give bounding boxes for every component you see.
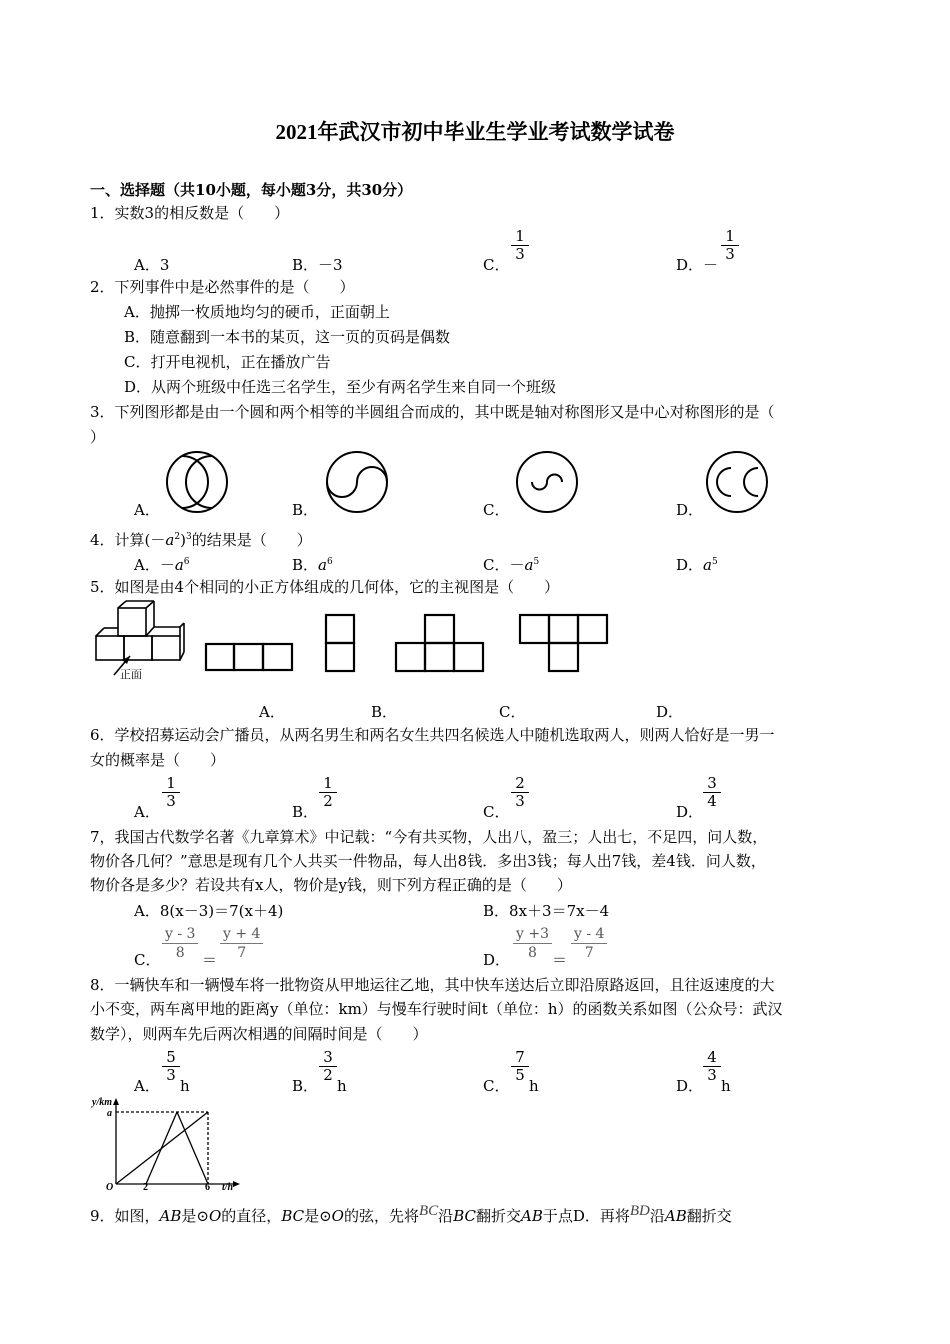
q8-line-1: 8．一辆快车和一辆慢车将一批物资从甲地运往乙地，其中快车送达后立即沿原路返回，且往返速度的大 xyxy=(90,976,775,994)
graph-t6-label: 6 xyxy=(205,1182,210,1193)
q8-a-unit: h xyxy=(180,1077,190,1095)
q1-option-c: C． xyxy=(483,256,510,274)
section-heading: 一、选择题（共10小题，每小题3分，共30分） xyxy=(90,181,413,199)
q7-c-fraction-right: y + 4 7 xyxy=(220,925,263,962)
q4-option-a: A．$-a^6$ xyxy=(134,556,190,574)
q2-stem: 2．下列事件中是必然事件的是（ ） xyxy=(90,278,355,296)
q2-option-a: A．抛掷一枚质地均匀的硬币，正面朝上 xyxy=(124,303,390,321)
q6-option-c: C． xyxy=(483,803,510,821)
q5-option-b-figure xyxy=(323,612,357,674)
q3-option-c: C． xyxy=(483,501,510,519)
q7-d-fraction-left: y +3 8 xyxy=(513,925,552,962)
q4-option-c: C．$-a^5$ xyxy=(483,556,540,574)
q5-option-b: B． xyxy=(371,703,398,721)
q7-option-b: B．8x＋3＝7x－4 xyxy=(483,902,610,920)
q7-d-fraction-right: y - 4 7 xyxy=(571,925,607,962)
q2-option-d: D．从两个班级中任选三名学生，至少有两名学生来自同一个班级 xyxy=(124,378,557,396)
q4-option-d: D．$a^5$ xyxy=(676,556,718,574)
q6-option-b: B． xyxy=(292,803,319,821)
q6-c-fraction: $\frac{2}{3}$ xyxy=(511,775,529,810)
q5-option-c: C． xyxy=(499,703,526,721)
q6-a-fraction: $\frac{1}{3}$ xyxy=(162,775,180,810)
q1-d-fraction: $\frac{1}{3}$ xyxy=(721,228,739,263)
q8-option-b: B． xyxy=(292,1077,319,1095)
q9-arc-bd: BD xyxy=(629,1203,650,1219)
q9-arc-bc: BC xyxy=(419,1203,439,1219)
q3-stem: 3．下列图形都是由一个圆和两个相等的半圆组合而成的，其中既是轴对称图形又是中心对称图形的是（ xyxy=(90,403,775,421)
q5-option-c-figure xyxy=(394,612,486,674)
q3-option-a: A． xyxy=(134,501,160,519)
q8-option-d: D． xyxy=(676,1077,704,1095)
q6-stem-end: 女的概率是（ ） xyxy=(90,751,226,769)
graph-x-label: t/h xyxy=(222,1182,234,1193)
graph-t2-label: 2 xyxy=(143,1182,148,1193)
q3-figure-b xyxy=(324,449,390,515)
q8-d-unit: h xyxy=(721,1077,731,1095)
graph-origin-label: O xyxy=(106,1182,114,1193)
q1-stem: 1．实数3的相反数是（ ） xyxy=(90,204,290,222)
graph-fast-car-out-line xyxy=(146,1112,177,1184)
q8-b-fraction: $\frac{3}{2}$ xyxy=(319,1049,337,1084)
q5-solid-figure xyxy=(92,600,188,680)
q8-line-2: 小不变，两车离甲地的距离y（单位：km）与慢车行驶时间t（单位：h）的函数关系如图（公众号：武汉 xyxy=(90,1000,783,1018)
q3-figure-a xyxy=(164,449,230,515)
q7-line-3: 物价各是多少？若设共有x人，物价是y钱，则下列方程正确的是（ ） xyxy=(90,876,572,894)
q1-option-d: D．－ xyxy=(676,256,719,274)
q9-line-1: 9．如图，AB是⊙O的直径，BC是⊙O的弦，先将BC沿BC翻折交AB于点D．再将BD沿AB翻折交 xyxy=(90,1203,732,1225)
q3-stem-end: ） xyxy=(90,428,106,446)
q7-option-a: A．8(x－3)＝7(x＋4) xyxy=(134,902,284,920)
q8-c-fraction: $\frac{7}{5}$ xyxy=(511,1049,529,1084)
q2-option-c: C．打开电视机，正在播放广告 xyxy=(124,353,331,371)
q8-distance-time-graph xyxy=(90,1094,240,1192)
q7-line-1: 7，我国古代数学名著《九章算术》中记载：“今有共买物，人出八，盈三；人出七，不足四，问人数， xyxy=(90,828,768,846)
q2-option-b: B．随意翻到一本书的某页，这一页的页码是偶数 xyxy=(124,328,451,346)
q1-option-b: B．－3 xyxy=(292,256,343,274)
q6-d-fraction: $\frac{3}{4}$ xyxy=(703,775,721,810)
q8-d-fraction: $\frac{4}{3}$ xyxy=(703,1049,721,1084)
q7-c-equals: ＝ xyxy=(202,951,218,969)
q7-c-fraction-left: y - 3 8 xyxy=(162,925,198,962)
q1-c-fraction: $\frac{1}{3}$ xyxy=(511,228,529,263)
q8-option-c: C． xyxy=(483,1077,510,1095)
q5-option-a: A． xyxy=(259,703,285,721)
q7-option-d: D． xyxy=(483,951,511,969)
q6-b-fraction: $\frac{1}{2}$ xyxy=(319,775,337,810)
graph-fast-car-return-line xyxy=(177,1112,208,1184)
q4-stem: 4．计算$(-a^2)^3$的结果是（ ） xyxy=(90,531,312,549)
q6-option-a: A． xyxy=(134,803,160,821)
q8-option-a: A． xyxy=(134,1077,160,1095)
q5-option-d-figure xyxy=(518,612,610,674)
graph-y-label: y/km xyxy=(92,1097,112,1108)
q5-stem: 5．如图是由4个相同的小正方体组成的几何体，它的主视图是（ ） xyxy=(90,578,560,596)
q3-option-d: D． xyxy=(676,501,704,519)
q8-line-3: 数学），则两车先后两次相遇的间隔时间是（ ） xyxy=(90,1025,428,1043)
q5-option-d: D． xyxy=(656,703,684,721)
q7-d-equals: ＝ xyxy=(552,951,568,969)
q8-a-fraction: $\frac{5}{3}$ xyxy=(162,1049,180,1084)
q8-c-unit: h xyxy=(529,1077,539,1095)
q1-option-a: A．3 xyxy=(134,256,170,274)
q3-figure-d xyxy=(704,449,770,515)
q8-b-unit: h xyxy=(337,1077,347,1095)
q4-option-b: B．$a^6$ xyxy=(292,556,333,574)
graph-a-label: a xyxy=(107,1108,112,1119)
q3-figure-c xyxy=(514,449,580,515)
q7-line-2: 物价各几何？”意思是现有几个人共买一件物品，每人出8钱．多出3钱；每人出7钱，差4钱．问人数， xyxy=(90,852,766,870)
page-title: 2021年武汉市初中毕业生学业考试数学试卷 xyxy=(275,120,675,144)
q5-option-a-figure xyxy=(204,640,296,674)
q6-option-d: D． xyxy=(676,803,704,821)
q5-front-label: 正面 xyxy=(120,668,142,681)
q3-option-b: B． xyxy=(292,501,319,519)
q7-option-c: C． xyxy=(134,951,161,969)
q6-stem: 6．学校招募运动会广播员，从两名男生和两名女生共四名候选人中随机选取两人，则两人恰好是一男一 xyxy=(90,726,775,744)
